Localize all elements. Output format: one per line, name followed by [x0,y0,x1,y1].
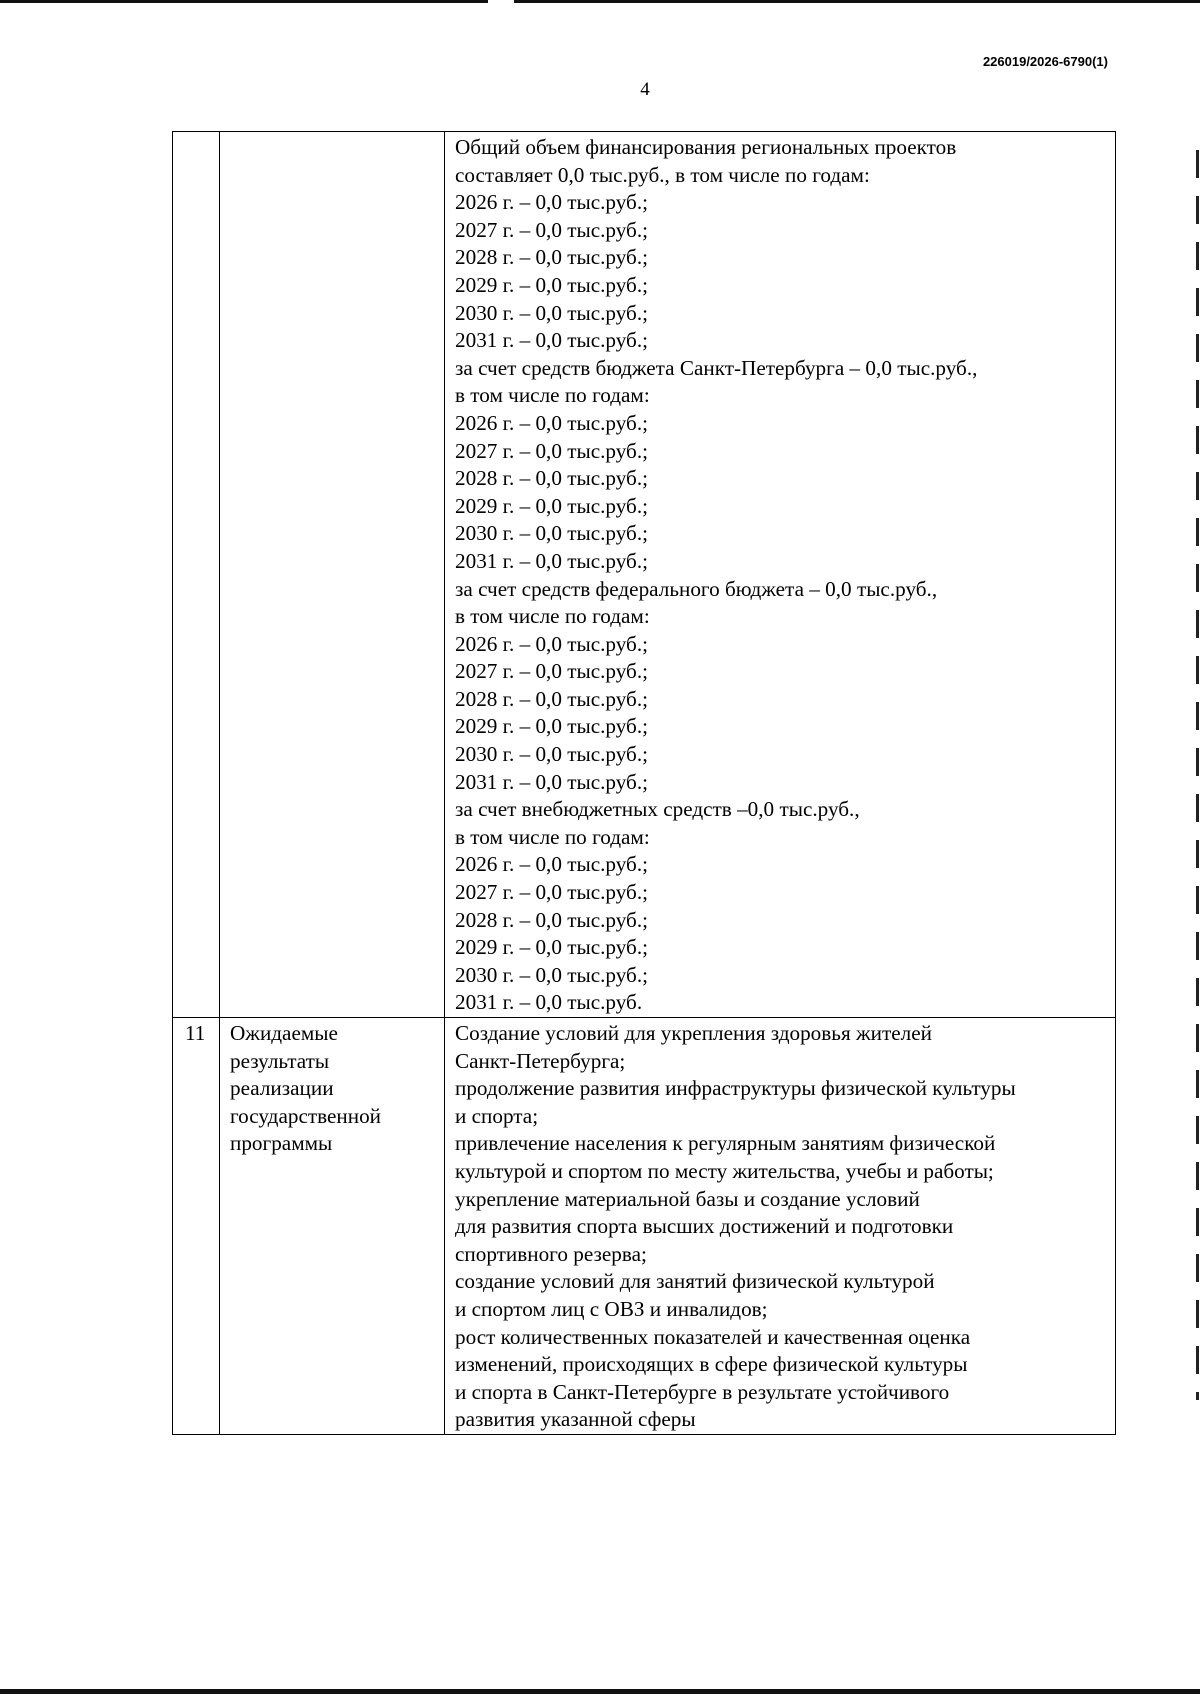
text-line: 2027 г. – 0,0 тыс.руб.; [455,659,649,684]
text-line: 2031 г. – 0,0 тыс.руб.; [455,328,649,353]
text-line: результаты [230,1048,330,1073]
text-line: и спортом лиц с ОВЗ и инвалидов; [455,1296,768,1321]
text-line: 2028 г. – 0,0 тыс.руб.; [455,907,649,932]
text-line: для развития спорта высших достижений и подготовки [455,1214,954,1239]
text-line: спортивного резерва; [455,1241,647,1266]
scan-edge-gap [488,0,514,3]
text-line: в том числе по годам: [455,824,650,849]
scan-edge-bottom [0,1689,1200,1694]
table-row [173,132,1116,1018]
text-line: Создание условий для укрепления здоровья жителей [455,1021,932,1045]
text-line: 2029 г. – 0,0 тыс.руб.; [455,935,649,960]
text-line: 2028 г. – 0,0 тыс.руб.; [455,686,649,711]
row-number-cell [173,132,220,1018]
scan-edge-right [1196,150,1199,1400]
text-line: 2027 г. – 0,0 тыс.руб.; [455,217,649,242]
text-line: 2027 г. – 0,0 тыс.руб.; [455,438,649,463]
text-line: 2030 г. – 0,0 тыс.руб.; [455,962,649,987]
text-line: 2031 г. – 0,0 тыс.руб.; [455,769,649,794]
text-line: изменений, происходящих в сфере физической культуры [455,1352,968,1377]
text-line: и спорта; [455,1103,539,1128]
text-line: продолжение развития инфраструктуры физической культуры [455,1076,1016,1101]
row-value-cell [445,132,1116,1018]
text-line: 2027 г. – 0,0 тыс.руб.; [455,880,649,905]
text-line: 2026 г. – 0,0 тыс.руб.; [455,631,649,656]
text-line: Санкт-Петербурга; [455,1048,626,1073]
text-line: привлечение населения к регулярным занятиям физической [455,1131,996,1156]
text-line: 2031 г. – 0,0 тыс.руб.; [455,548,649,573]
text-line: за счет внебюджетных средств –0,0 тыс.руб., [455,797,860,822]
program-passport-table [172,131,1116,1435]
row-number [173,132,219,134]
document-number: 226019/2026-6790(1) [982,54,1108,69]
text-line: 2029 г. – 0,0 тыс.руб.; [455,493,649,518]
row-name [220,132,444,134]
expected-results-text [445,1018,1115,1434]
text-line: укрепление материальной базы и создание условий [455,1186,920,1211]
text-line: за счет средств бюджета Санкт-Петербурга – 0,0 тыс.руб., [455,355,978,380]
text-line: 2029 г. – 0,0 тыс.руб.; [455,272,649,297]
text-line: составляет 0,0 тыс.руб., в том числе по годам: [455,162,870,187]
text-line: программы [230,1131,333,1156]
text-line: реализации [230,1076,334,1101]
text-line: в том числе по годам: [455,383,650,408]
text-line: Ожидаемые [230,1021,338,1045]
text-line: рост количественных показателей и качественная оценка [455,1324,971,1349]
table-row [173,1018,1116,1435]
text-line: 2026 г. – 0,0 тыс.руб.; [455,190,649,215]
text-line: 2030 г. – 0,0 тыс.руб.; [455,300,649,325]
row-name [220,1018,444,1158]
text-line: 2029 г. – 0,0 тыс.руб.; [455,714,649,739]
text-line: создание условий для занятий физической культурой [455,1269,935,1294]
text-line: 2031 г. – 0,0 тыс.руб. [455,990,643,1015]
text-line: 2028 г. – 0,0 тыс.руб.; [455,245,649,270]
text-line: культурой и спортом по месту жительства, учебы и работы; [455,1158,994,1183]
financing-text [445,132,1115,1017]
row-value-cell [445,1018,1116,1435]
text-line: 2030 г. – 0,0 тыс.руб.; [455,521,649,546]
text-line: и спорта в Санкт-Петербурге в результате устойчивого [455,1379,950,1404]
page-number: 4 [640,79,650,100]
scan-edge-top [0,0,1200,3]
row-name-cell [220,1018,445,1435]
text-line: 2030 г. – 0,0 тыс.руб.; [455,742,649,767]
row-number: 11 [185,1021,206,1045]
text-line: в том числе по годам: [455,604,650,629]
row-number-cell [173,1018,220,1435]
text-line: Общий объем финансирования региональных проектов [455,135,957,159]
text-line: государственной [230,1103,382,1128]
text-line: развития указанной сферы [455,1407,696,1432]
text-line: 2026 г. – 0,0 тыс.руб.; [455,852,649,877]
text-line: за счет средств федерального бюджета – 0,0 тыс.руб., [455,576,938,601]
row-name-cell [220,132,445,1018]
text-line: 2028 г. – 0,0 тыс.руб.; [455,466,649,491]
text-line: 2026 г. – 0,0 тыс.руб.; [455,410,649,435]
